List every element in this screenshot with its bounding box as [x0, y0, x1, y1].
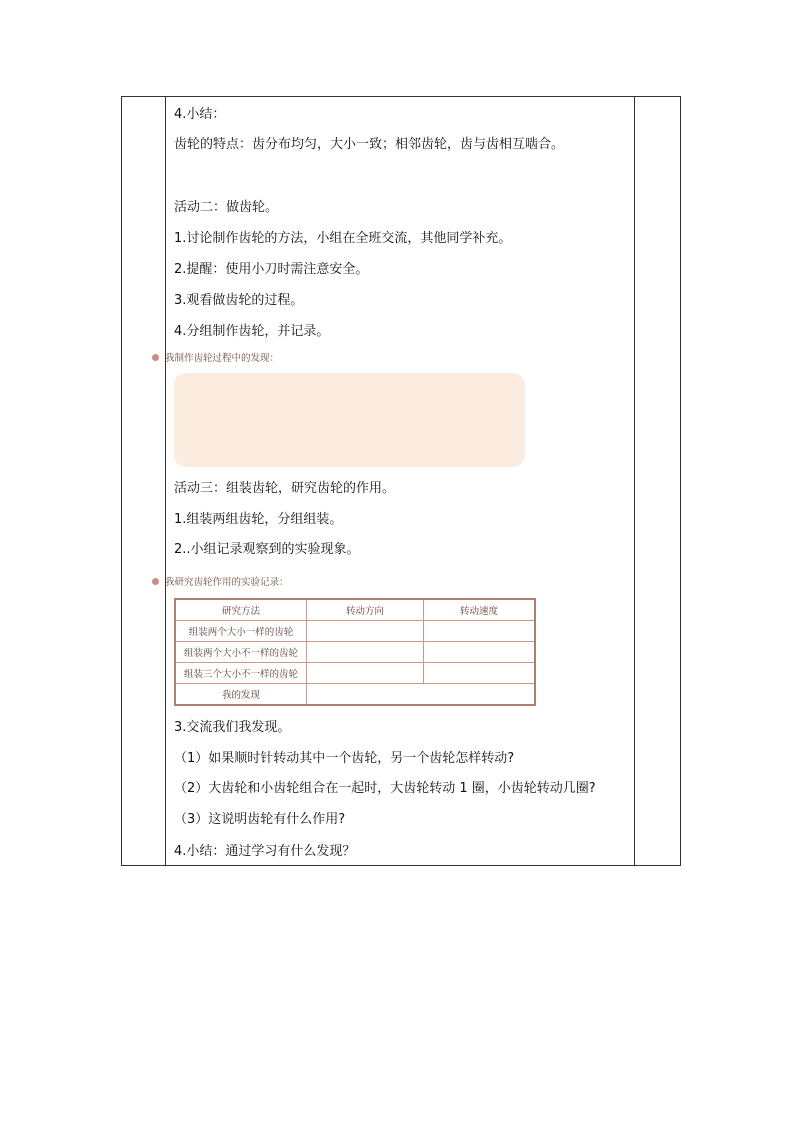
lesson-table — [121, 96, 681, 866]
speed-cell — [424, 663, 536, 684]
table-row — [175, 684, 535, 706]
activity-three-heading: 活动三：组装齿轮，研究齿轮的作用。 — [174, 481, 396, 496]
method-cell: 组装两个大小一样的齿轮 — [175, 621, 307, 642]
gear-features-text: 齿轮的特点：齿分布均匀，大小一致；相邻齿轮，齿与齿相互啮合。 — [174, 137, 565, 152]
experiment-record-table — [174, 598, 536, 706]
activity-two-step-2: 2.提醒：使用小刀时需注意安全。 — [174, 262, 369, 277]
discovery-note-label: 我制作齿轮过程中的发现： — [165, 353, 280, 364]
direction-cell — [307, 621, 424, 642]
column-divider-left — [165, 97, 166, 865]
activity-three-step-1: 1.组装两组齿轮，分组组装。 — [174, 512, 343, 527]
question-3: （3）这说明齿轮有什么作用? — [174, 812, 346, 827]
finding-cell — [307, 684, 536, 706]
header-method: 研究方法 — [175, 599, 307, 621]
question-1: （1）如果顺时针转动其中一个齿轮，另一个齿轮怎样转动? — [174, 751, 515, 766]
finding-label-cell: 我的发现 — [175, 684, 307, 706]
summary-heading: 4.小结： — [174, 107, 226, 122]
activity-two-step-1: 1.讨论制作齿轮的方法，小组在全班交流，其他同学补充。 — [174, 231, 512, 246]
activity-two-step-3: 3.观看做齿轮的过程。 — [174, 293, 304, 308]
final-summary: 4.小结：通过学习有什么发现？ — [174, 844, 356, 859]
table-row — [175, 621, 535, 642]
table-row — [175, 642, 535, 663]
column-divider-right — [634, 97, 635, 865]
activity-two-step-4: 4.分组制作齿轮，并记录。 — [174, 324, 330, 339]
record-note-label: 我研究齿轮作用的实验记录： — [165, 577, 289, 588]
record-note — [152, 574, 289, 588]
discussion-heading: 3.交流我们我发现。 — [174, 720, 291, 735]
speed-cell — [424, 642, 536, 663]
table-row — [175, 663, 535, 684]
speed-cell — [424, 621, 536, 642]
header-speed: 转动速度 — [424, 599, 536, 621]
discovery-panel — [174, 373, 525, 467]
discovery-note — [152, 350, 279, 364]
activity-two-heading: 活动二：做齿轮。 — [174, 200, 279, 215]
bullet-dot-icon — [152, 578, 159, 585]
method-cell: 组装两个大小不一样的齿轮 — [175, 642, 307, 663]
direction-cell — [307, 642, 424, 663]
method-cell: 组装三个大小不一样的齿轮 — [175, 663, 307, 684]
question-2: （2）大齿轮和小齿轮组合在一起时，大齿轮转动 1 圈，小齿轮转动几圈? — [174, 781, 596, 796]
activity-three-step-2: 2..小组记录观察到的实验现象。 — [174, 542, 360, 557]
bullet-dot-icon — [152, 354, 159, 361]
direction-cell — [307, 663, 424, 684]
header-direction: 转动方向 — [307, 599, 424, 621]
